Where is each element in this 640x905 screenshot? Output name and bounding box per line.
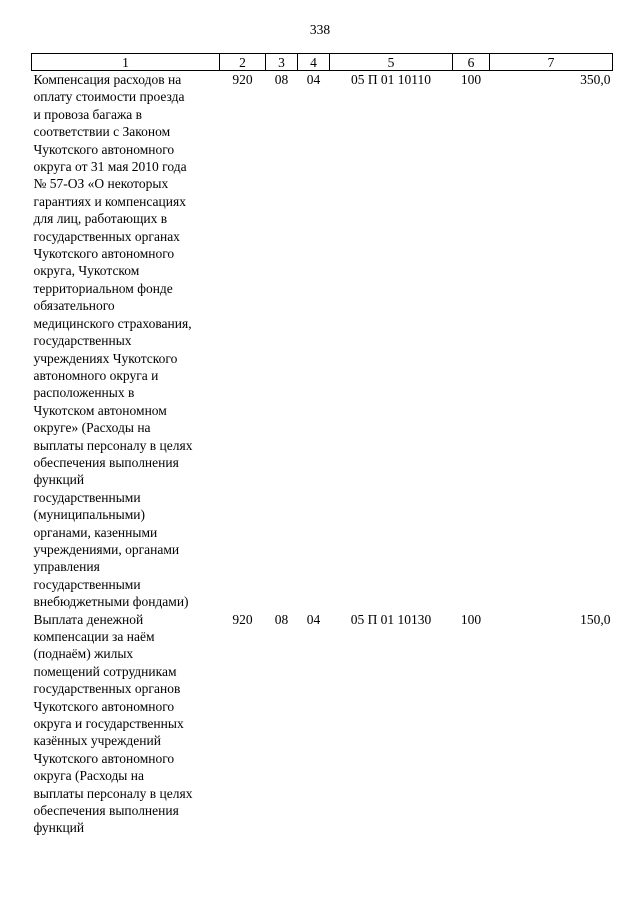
header-col-6: 6 xyxy=(453,54,490,71)
description-line: (поднаём) жилых xyxy=(33,646,134,662)
description-line: учреждениях Чукотского xyxy=(33,350,178,366)
description-line: округа, Чукотском xyxy=(33,263,140,279)
description-line: государственных органов xyxy=(33,681,181,697)
description-line: для лиц, работающих в xyxy=(33,211,168,227)
description-line: автономного округа и xyxy=(33,367,159,383)
description-line: казённых учреждений xyxy=(33,733,161,749)
description-line: территориальном фонде xyxy=(33,280,173,296)
section-cell: 08 xyxy=(274,72,289,87)
description-line: выплаты персоналу в целях xyxy=(33,437,193,453)
description-line: обеспечения выполнения xyxy=(33,454,179,470)
description-line: Выплата денежной xyxy=(33,611,144,627)
header-col-1: 1 xyxy=(32,54,220,71)
description-line: органами, казенными xyxy=(33,524,158,540)
description-line: выплаты персоналу в целях xyxy=(33,785,193,801)
description-line: № 57-ОЗ «О некоторых xyxy=(33,176,169,192)
header-col-2: 2 xyxy=(220,54,266,71)
description-line: оплату стоимости проезда xyxy=(33,89,185,105)
description-line: и провоза багажа в xyxy=(33,106,143,122)
header-col-5: 5 xyxy=(330,54,453,71)
table-body xyxy=(32,71,613,837)
description-line: обеспечения выполнения xyxy=(33,803,179,819)
description-line: расположенных в xyxy=(33,385,135,401)
description-line: Компенсация расходов на xyxy=(33,72,182,87)
description-line: округа (Расходы на xyxy=(33,768,144,784)
code-cell: 920 xyxy=(232,72,253,87)
table-header-row xyxy=(32,54,613,71)
expense-type-cell: 100 xyxy=(460,72,482,87)
description-line: помещений сотрудникам xyxy=(33,663,177,679)
target-article-cell: 05 П 01 10130 xyxy=(350,611,432,627)
description-line: Чукотском автономном xyxy=(33,402,167,418)
description-cell xyxy=(32,611,220,837)
header-col-4: 4 xyxy=(298,54,330,71)
description-line: Чукотского автономного xyxy=(33,246,175,262)
description-line: округа и государственных xyxy=(33,716,184,732)
subsection-cell: 04 xyxy=(306,72,321,87)
description-line: государственными xyxy=(33,489,141,505)
budget-table xyxy=(31,53,613,837)
page-number: 338 xyxy=(309,22,331,37)
description-line: функций xyxy=(33,472,85,488)
amount-cell: 350,0 xyxy=(580,72,611,87)
amount-cell: 150,0 xyxy=(580,611,611,627)
description-line: компенсации за наём xyxy=(33,629,155,644)
code-cell: 920 xyxy=(232,611,253,627)
header-col-3: 3 xyxy=(266,54,298,71)
description-line: обязательного xyxy=(33,298,115,314)
description-line: соответствии с Законом xyxy=(33,124,171,140)
header-col-7: 7 xyxy=(490,54,613,71)
description-line: государственными xyxy=(33,576,141,592)
description-cell xyxy=(32,71,220,611)
description-line: Чукотского автономного xyxy=(33,141,175,157)
description-line: Чукотского автономного xyxy=(33,750,175,766)
target-article-cell: 05 П 01 10110 xyxy=(350,72,432,87)
description-line: государственных органах xyxy=(33,228,180,244)
table-row xyxy=(32,611,613,837)
description-line: внебюджетными фондами) xyxy=(33,594,189,610)
description-line: округа от 31 мая 2010 года xyxy=(33,159,187,175)
expense-type-cell: 100 xyxy=(460,611,482,627)
table-row xyxy=(32,71,613,611)
description-line: функций xyxy=(33,820,85,836)
description-line: государственных xyxy=(33,333,132,349)
description-line: учреждениями, органами xyxy=(33,541,180,557)
section-cell: 08 xyxy=(274,611,289,627)
description-line: гарантиях и компенсациях xyxy=(33,193,186,209)
description-line: (муниципальными) xyxy=(33,507,145,523)
description-line: медицинского страхования, xyxy=(33,315,192,331)
description-line: округе» (Расходы на xyxy=(33,420,151,436)
description-line: Чукотского автономного xyxy=(33,698,175,714)
description-line: управления xyxy=(33,559,100,575)
subsection-cell: 04 xyxy=(306,611,321,627)
